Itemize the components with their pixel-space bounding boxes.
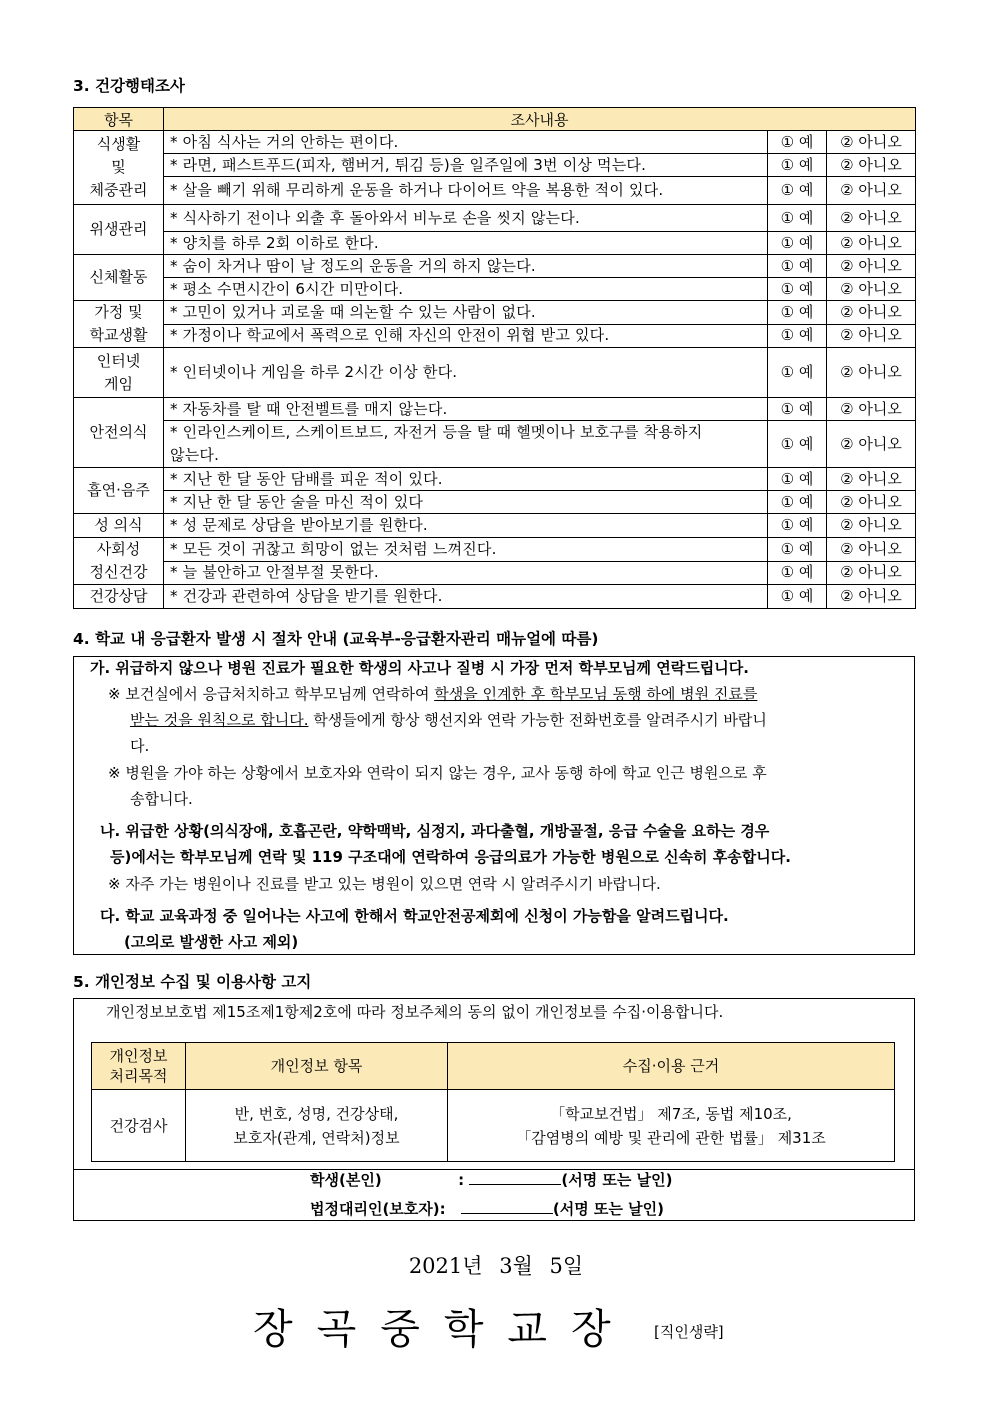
procedure-a-note1-end: 다. <box>130 737 150 755</box>
student-signature-line: 학생(본인) : (서명 또는 날인) <box>310 1171 673 1189</box>
category-counseling: 건강상담 <box>74 585 164 609</box>
procedure-a-note1: ※ 보건실에서 응급처치하고 학부모님께 연락하여 학생을 인계한 후 학부모님 동행 하에 병원 진료를 <box>108 685 758 703</box>
category-hygiene: 위생관리 <box>74 205 164 255</box>
privacy-table <box>91 1042 895 1162</box>
td-purpose: 건강검사 <box>92 1090 186 1162</box>
table-row <box>74 232 916 255</box>
category-sex-awareness: 성 의식 <box>74 514 164 538</box>
answer-no[interactable]: ② 아니오 <box>827 585 916 609</box>
privacy-intro: 개인정보보호법 제15조제1항제2호에 따라 정보주체의 동의 없이 개인정보를 수집·이용합니다. <box>106 1003 724 1021</box>
answer-yes[interactable]: ① 예 <box>768 491 827 514</box>
answer-no[interactable]: ② 아니오 <box>827 131 916 154</box>
td-basis: 「학교보건법」 제7조, 동법 제10조, 「감염병의 예방 및 관리에 관한 법률」 제31조 <box>448 1090 895 1162</box>
question-text: * 성 문제로 상담을 받아보기를 원한다. <box>164 514 768 538</box>
answer-yes[interactable]: ① 예 <box>768 324 827 348</box>
answer-no[interactable]: ② 아니오 <box>827 514 916 538</box>
principal-name: 장곡중학교장 <box>253 1305 635 1353</box>
student-signature-field[interactable] <box>469 1170 561 1185</box>
category-safety: 안전의식 <box>74 398 164 468</box>
answer-yes[interactable]: ① 예 <box>768 177 827 205</box>
question-text: * 아침 식사는 거의 안하는 편이다. <box>164 131 768 154</box>
answer-yes[interactable]: ① 예 <box>768 348 827 398</box>
table-row <box>74 468 916 491</box>
procedure-a-note2: ※ 병원을 가야 하는 상황에서 보호자와 연락이 되지 않는 경우, 교사 동행 하에 학교 인근 병원으로 후 <box>108 764 767 782</box>
question-text: * 양치를 하루 2회 이하로 한다. <box>164 232 768 255</box>
question-text: * 모든 것이 귀찮고 희망이 없는 것처럼 느껴진다. <box>164 538 768 562</box>
table-row <box>74 324 916 348</box>
guardian-sign-hint: (서명 또는 날인) <box>552 1200 664 1218</box>
question-text: * 자동차를 탈 때 안전벨트를 매지 않는다. <box>164 398 768 421</box>
answer-no[interactable]: ② 아니오 <box>827 421 916 468</box>
answer-yes[interactable]: ① 예 <box>768 538 827 562</box>
table-row <box>74 177 916 205</box>
question-text: * 식사하기 전이나 외출 후 돌아와서 비누로 손을 씻지 않는다. <box>164 205 768 232</box>
answer-no[interactable]: ② 아니오 <box>827 278 916 301</box>
header-content: 조사내용 <box>164 108 916 131</box>
header-item: 항목 <box>74 108 164 131</box>
section4-title: 4. 학교 내 응급환자 발생 시 절차 안내 (교육부-응급환자관리 매뉴얼에 따름) <box>73 630 599 648</box>
table-row <box>74 398 916 421</box>
table-row <box>74 348 916 398</box>
td-items: 반, 번호, 성명, 건강상태, 보호자(관계, 연락처)정보 <box>186 1090 448 1162</box>
answer-no[interactable]: ② 아니오 <box>827 538 916 562</box>
answer-no[interactable]: ② 아니오 <box>827 561 916 585</box>
guardian-signature-field[interactable] <box>461 1199 553 1214</box>
answer-no[interactable]: ② 아니오 <box>827 154 916 177</box>
seal-note: [직인생략] <box>654 1323 724 1341</box>
answer-yes[interactable]: ① 예 <box>768 255 827 278</box>
question-text: * 인라인스케이트, 스케이트보드, 자전거 등을 탈 때 헬멧이나 보호구를 착용하지 않는다. <box>164 421 768 468</box>
question-text: * 가정이나 학교에서 폭력으로 인해 자신의 안전이 위협 받고 있다. <box>164 324 768 348</box>
procedure-a-note1-cont: 받는 것을 원칙으로 합니다. 학생들에게 항상 행선지와 연락 가능한 전화번호를 알려주시기 바랍니 <box>130 711 767 729</box>
table-row <box>74 278 916 301</box>
category-smoking-drinking: 흡연·음주 <box>74 468 164 514</box>
answer-yes[interactable]: ① 예 <box>768 154 827 177</box>
question-text: * 늘 불안하고 안절부절 못한다. <box>164 561 768 585</box>
privacy-notice-box <box>73 998 915 1221</box>
answer-no[interactable]: ② 아니오 <box>827 348 916 398</box>
table-row <box>74 301 916 325</box>
question-text: * 평소 수면시간이 6시간 미만이다. <box>164 278 768 301</box>
emergency-procedure-box <box>73 656 915 955</box>
answer-no[interactable]: ② 아니오 <box>827 177 916 205</box>
table-row <box>74 205 916 232</box>
th-basis: 수집·이용 근거 <box>448 1043 895 1090</box>
answer-yes[interactable]: ① 예 <box>768 131 827 154</box>
student-label: 학생(본인) <box>310 1171 382 1189</box>
section5-title: 5. 개인정보 수집 및 이용사항 고지 <box>73 973 312 991</box>
answer-no[interactable]: ② 아니오 <box>827 301 916 325</box>
procedure-a-title: 가. 위급하지 않으나 병원 진료가 필요한 학생의 사고나 질병 시 가장 먼저 학부모님께 연락드립니다. <box>90 659 749 677</box>
guardian-signature-line <box>310 1198 664 1219</box>
question-text: * 숨이 차거나 땀이 날 정도의 운동을 거의 하지 않는다. <box>164 255 768 278</box>
table-row <box>74 491 916 514</box>
category-diet: 식생활 및 체중관리 <box>74 131 164 205</box>
answer-no[interactable]: ② 아니오 <box>827 398 916 421</box>
th-items: 개인정보 항목 <box>186 1043 448 1090</box>
procedure-b-line1: 나. 위급한 상황(의식장애, 호흡곤란, 약학맥박, 심정지, 과다출혈, 개방골절, 응급 수술을 요하는 경우 <box>100 822 770 840</box>
procedure-b-note: ※ 자주 가는 병원이나 진료를 받고 있는 병원이 있으면 연락 시 알려주시기 바랍니다. <box>108 875 661 893</box>
answer-no[interactable]: ② 아니오 <box>827 491 916 514</box>
table-row <box>74 421 916 468</box>
question-text: * 인터넷이나 게임을 하루 2시간 이상 한다. <box>164 348 768 398</box>
guardian-label: 법정대리인(보호자): <box>310 1200 446 1218</box>
table-row <box>74 131 916 154</box>
answer-yes[interactable]: ① 예 <box>768 468 827 491</box>
category-mental-health: 사회성 정신건강 <box>74 538 164 585</box>
answer-no[interactable]: ② 아니오 <box>827 205 916 232</box>
student-sign-hint: (서명 또는 날인) <box>561 1171 673 1189</box>
answer-yes[interactable]: ① 예 <box>768 278 827 301</box>
table-row <box>74 514 916 538</box>
procedure-c-line2: (고의로 발생한 사고 제외) <box>124 933 299 951</box>
answer-no[interactable]: ② 아니오 <box>827 232 916 255</box>
question-text: * 고민이 있거나 괴로울 때 의논할 수 있는 사람이 없다. <box>164 301 768 325</box>
answer-yes[interactable]: ① 예 <box>768 585 827 609</box>
answer-yes[interactable]: ① 예 <box>768 561 827 585</box>
answer-no[interactable]: ② 아니오 <box>827 255 916 278</box>
category-home-school: 가정 및 학교생활 <box>74 301 164 348</box>
table-row <box>74 585 916 609</box>
answer-no[interactable]: ② 아니오 <box>827 324 916 348</box>
question-text: * 살을 빼기 위해 무리하게 운동을 하거나 다이어트 약을 복용한 적이 있다. <box>164 177 768 205</box>
table-row <box>74 538 916 562</box>
table-row <box>92 1090 895 1162</box>
procedure-b-line2: 등)에서는 학부모님께 연락 및 119 구조대에 연락하여 응급의료가 가능한 병원으로 신속히 후송합니다. <box>110 848 791 866</box>
procedure-c-line1: 다. 학교 교육과정 중 일어나는 사고에 한해서 학교안전공제회에 신청이 가능함을 알려드립니다. <box>100 907 729 925</box>
procedure-a-note2-cont: 송합니다. <box>130 790 193 808</box>
health-behavior-table <box>73 107 916 609</box>
document-date: 2021년 3월 5일 <box>408 1254 584 1278</box>
answer-yes[interactable]: ① 예 <box>768 421 827 468</box>
th-purpose: 개인정보 처리목적 <box>92 1043 186 1090</box>
answer-yes[interactable]: ① 예 <box>768 232 827 255</box>
table-row <box>74 255 916 278</box>
answer-no[interactable]: ② 아니오 <box>827 468 916 491</box>
answer-yes[interactable]: ① 예 <box>768 205 827 232</box>
category-physical: 신체활동 <box>74 255 164 301</box>
answer-yes[interactable]: ① 예 <box>768 301 827 325</box>
table-row <box>74 561 916 585</box>
answer-yes[interactable]: ① 예 <box>768 398 827 421</box>
question-text: * 지난 한 달 동안 담배를 피운 적이 있다. <box>164 468 768 491</box>
category-internet: 인터넷 게임 <box>74 348 164 398</box>
question-text: * 건강과 관련하여 상담을 받기를 원한다. <box>164 585 768 609</box>
question-text: * 지난 한 달 동안 술을 마신 적이 있다 <box>164 491 768 514</box>
section3-title: 3. 건강행태조사 <box>73 77 185 95</box>
answer-yes[interactable]: ① 예 <box>768 514 827 538</box>
table-row <box>74 154 916 177</box>
question-text: * 라면, 패스트푸드(피자, 햄버거, 튀김 등)을 일주일에 3번 이상 먹는다. <box>164 154 768 177</box>
